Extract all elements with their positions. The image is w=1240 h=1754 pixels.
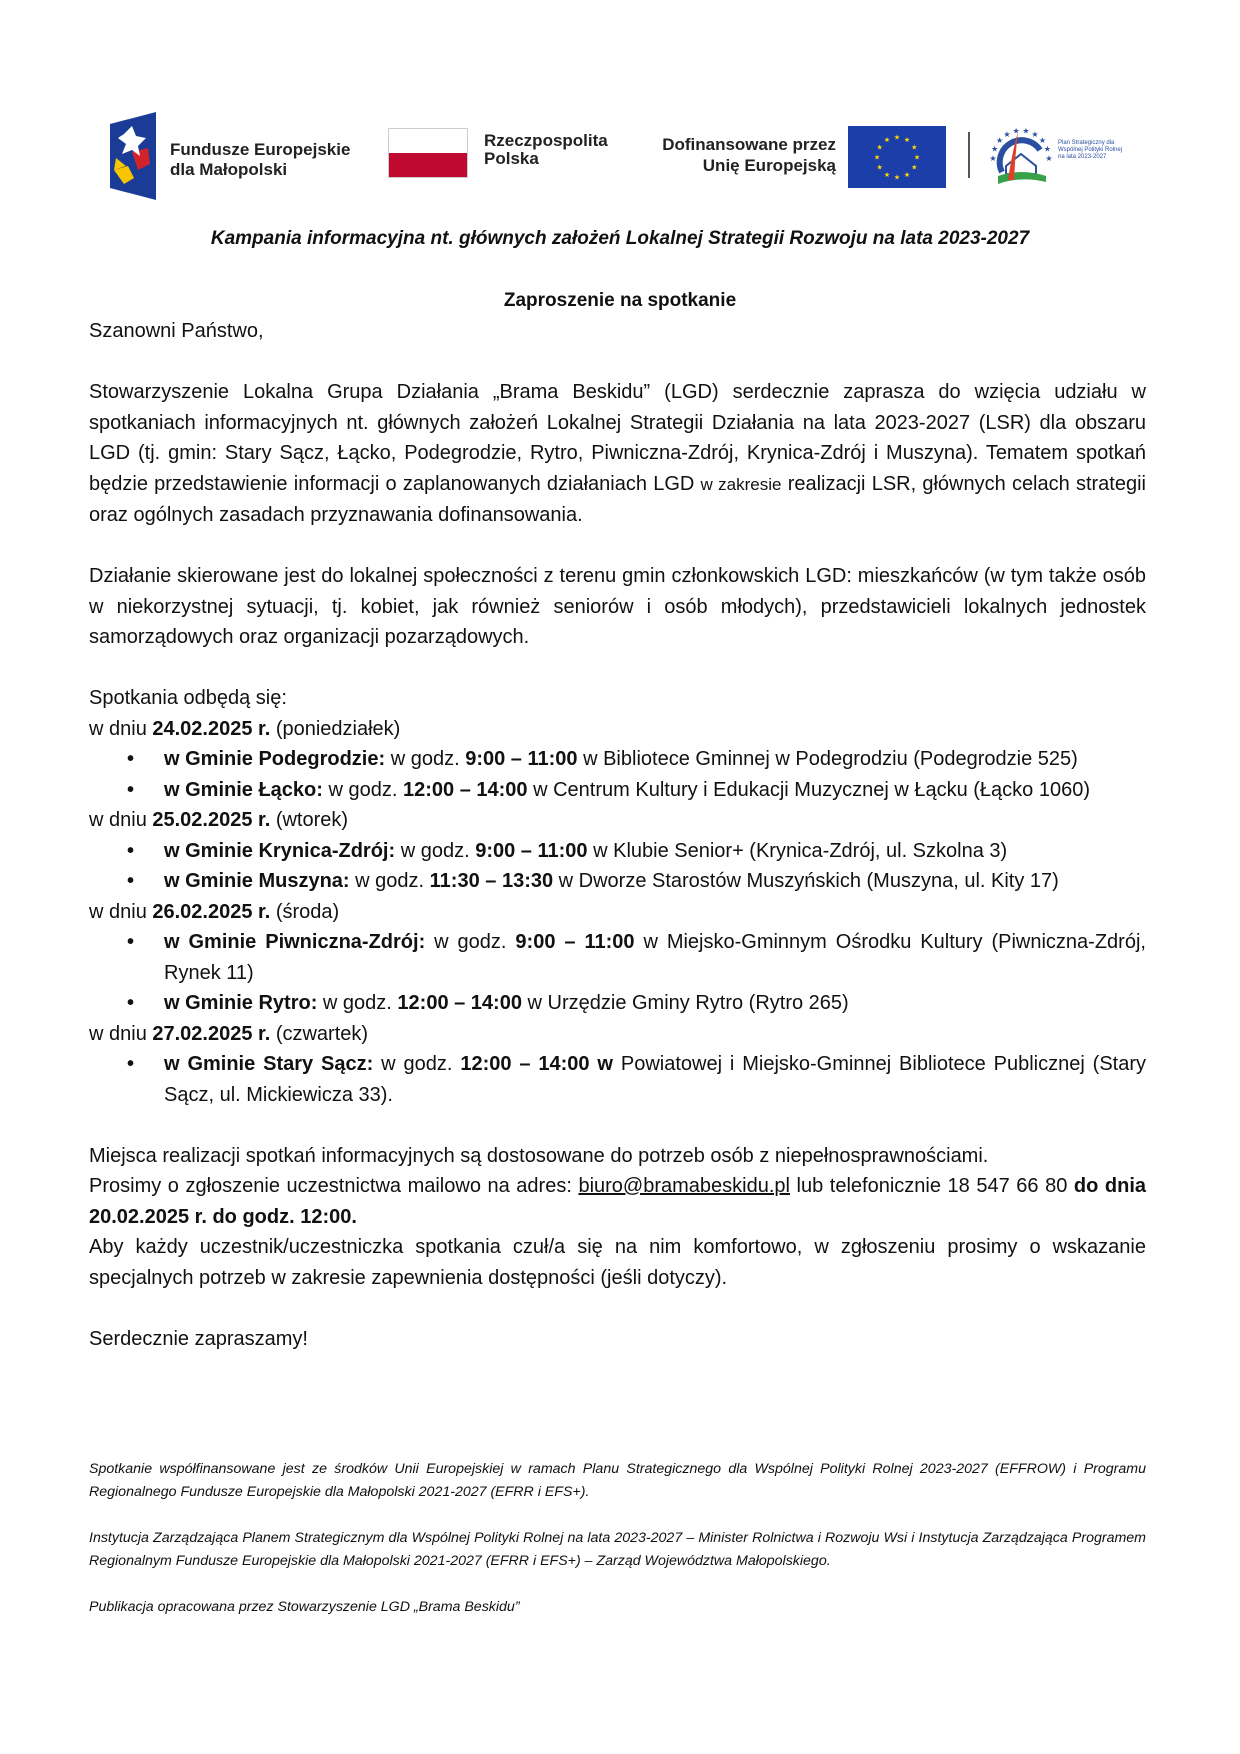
meeting-gmina: w Gminie Stary Sącz: xyxy=(164,1053,374,1075)
accessibility-note: Miejsca realizacji spotkań informacyjnych są dostosowane do potrzeb osób z niepełnosprawnościami. xyxy=(89,1144,989,1167)
meeting-hours: 11:30 – 13:30 xyxy=(429,870,554,892)
bullet-icon: • xyxy=(127,870,135,892)
registration-paragraph xyxy=(89,1171,1146,1232)
eu-star-icon: ★ xyxy=(903,171,911,179)
ps-star-icon: ★ xyxy=(1031,129,1039,139)
eu-star-icon: ★ xyxy=(883,137,891,145)
day-weekday: (wtorek) xyxy=(275,809,349,831)
eu-flag-icon xyxy=(848,126,946,188)
meeting-gmina: w Gminie Podegrodzie: xyxy=(164,748,386,770)
eu-star-icon: ★ xyxy=(903,137,911,145)
rp-logo-line1: Rzeczpospolita xyxy=(484,131,608,150)
rp-logo-text xyxy=(484,132,608,168)
schedule-intro: Spotkania odbędą się: xyxy=(89,687,287,709)
meeting-hours: 12:00 – 14:00 w xyxy=(460,1053,613,1075)
meeting-hours: 12:00 – 14:00 xyxy=(397,992,522,1014)
logo-plan-strategiczny xyxy=(988,122,1128,188)
intro-text-small: w zakresie xyxy=(700,474,782,494)
bullet-icon: • xyxy=(127,748,135,770)
registration-phone: lub telefonicznie 18 547 66 80 xyxy=(796,1175,1068,1197)
bullet-icon: • xyxy=(127,778,135,801)
schedule-day xyxy=(89,897,1146,928)
funding-note: Spotkanie współfinansowane jest ze środków Unii Europejskiej w ramach Planu Strategicznego dla Wspólnej Polityki Rolnej 2023-2027 (EFFROW) i Programu Regionalnego Fundusze Europejskie dla Małopolski 2021-2027 (EFRR i EFS+). xyxy=(89,1461,1146,1500)
institution-note: Instytucja Zarządzająca Planem Strategicznym dla Wspólnej Polityki Rolnej na lata 2023-2027 – Minister Rolnictwa i Rozwoju Wsi i Instytucja Zarządzająca Programem Regionalnym Fundusze Europejskie dla Małopolski 2021-2027 (EFRR i EFS+) – Zarząd Województwa Małopolskiego. xyxy=(89,1530,1146,1569)
day-date: 25.02.2025 r. xyxy=(152,809,271,831)
meeting-place: w Centrum Kultury i Edukacji Muzycznej w Łącku (Łącko 1060) xyxy=(533,778,1091,801)
special-needs-paragraph: Aby każdy uczestnik/uczestniczka spotkania czuł/a się na nim komfortowo, w zgłoszeniu prosimy o wskazanie specjalnych potrzeb w zakresie zapewnienia dostępności (jeśli dotyczy). xyxy=(89,1236,1146,1289)
meeting-hours-prefix: w godz. xyxy=(381,1053,453,1075)
fe-logo-text xyxy=(170,140,350,180)
meeting-item xyxy=(89,1049,1146,1110)
meeting-item xyxy=(89,744,1146,775)
fe-logo-line2: dla Małopolski xyxy=(170,160,288,179)
meeting-list xyxy=(89,1049,1146,1110)
schedule-day xyxy=(89,714,1146,745)
meeting-list xyxy=(89,744,1146,805)
fe-logo-line1: Fundusze Europejskie xyxy=(170,140,351,159)
schedule xyxy=(89,714,1146,1111)
day-prefix: w dniu xyxy=(89,1022,147,1045)
meeting-gmina: w Gminie Rytro: xyxy=(164,992,318,1014)
meeting-list xyxy=(89,927,1146,1019)
meeting-place: Powiatowej i Miejsko-Gminnej Bibliotece Publicznej (Stary Sącz, ul. Mickiewicza 33). xyxy=(164,1053,1147,1106)
meeting-hours-prefix: w godz. xyxy=(322,992,392,1014)
ps-star-icon: ★ xyxy=(1043,144,1051,154)
ps-star-icon: ★ xyxy=(1038,136,1046,145)
meeting-hours-prefix: w godz. xyxy=(434,931,507,953)
footnotes xyxy=(89,1458,1146,1643)
eu-star-icon: ★ xyxy=(883,171,891,179)
bullet-icon: • xyxy=(127,839,135,862)
email-link[interactable]: biuro@bramabeskidu.pl xyxy=(578,1175,790,1197)
meeting-hours: 9:00 – 11:00 xyxy=(515,931,635,953)
bullet-icon: • xyxy=(127,1053,135,1075)
logo-bar xyxy=(110,110,1130,200)
fe-star-logo-icon xyxy=(110,112,156,200)
meeting-place: w Klubie Senior+ (Krynica-Zdrój, ul. Szkolna 3) xyxy=(593,839,1008,862)
closing: Serdecznie zapraszamy! xyxy=(89,1327,308,1350)
day-weekday: (poniedziałek) xyxy=(275,717,401,740)
logo-divider xyxy=(968,132,970,178)
meeting-gmina: w Gminie Muszyna: xyxy=(164,870,350,892)
day-prefix: w dniu xyxy=(89,900,147,923)
bullet-icon: • xyxy=(127,931,135,953)
meeting-gmina: w Gminie Krynica-Zdrój: xyxy=(164,839,396,862)
registration-text: Prosimy o zgłoszenie uczestnictwa mailowo na adres: xyxy=(89,1175,572,1197)
meeting-item xyxy=(89,927,1146,988)
meeting-hours: 12:00 – 14:00 xyxy=(403,778,528,801)
meeting-hours-prefix: w godz. xyxy=(390,748,460,770)
meeting-list xyxy=(89,836,1146,897)
psp-wpr-logo-icon xyxy=(988,122,1054,188)
polish-flag-icon xyxy=(388,128,468,178)
meeting-place: w Bibliotece Gminnej w Podegrodziu (Podegrodzie 525) xyxy=(583,748,1078,770)
day-date: 24.02.2025 r. xyxy=(152,717,271,740)
meeting-place: w Dworze Starostów Muszyńskich (Muszyna, ul. Kity 17) xyxy=(558,870,1059,892)
meeting-place: w Urzędzie Gminy Rytro (Rytro 265) xyxy=(527,992,849,1014)
eu-logo-line2: Unię Europejską xyxy=(702,156,836,175)
letter-body xyxy=(89,316,1146,1354)
meeting-hours-prefix: w godz. xyxy=(400,839,470,862)
ps-star-icon: ★ xyxy=(1045,154,1053,163)
logo-fundusze-europejskie xyxy=(110,112,370,200)
day-weekday: (czwartek) xyxy=(275,1022,369,1045)
eu-star-icon: ★ xyxy=(911,144,918,152)
eu-logo-text xyxy=(662,134,836,176)
logo-rzeczpospolita xyxy=(388,128,628,188)
invitation-heading: Zaproszenie na spotkanie xyxy=(503,290,737,311)
ps-star-icon: ★ xyxy=(1003,129,1011,139)
meeting-item xyxy=(89,836,1146,867)
day-prefix: w dniu xyxy=(89,717,147,740)
eu-star-icon: ★ xyxy=(893,134,901,142)
day-date: 26.02.2025 r. xyxy=(152,900,271,923)
schedule-day xyxy=(89,1019,1146,1050)
eu-star-icon: ★ xyxy=(893,174,901,182)
intro-text-end: realizacji LSR, głównych celach strategii oraz ogólnych zasadach przyznawania dofinansowania. xyxy=(89,472,1146,526)
day-date: 27.02.2025 r. xyxy=(152,1022,271,1045)
logo-unia-europejska xyxy=(646,126,946,188)
meeting-hours-prefix: w godz. xyxy=(328,778,398,801)
meeting-hours: 9:00 – 11:00 xyxy=(465,748,578,770)
intro-paragraph xyxy=(89,377,1146,531)
meeting-place: w Miejsko-Gminnym Ośrodku Kultury (Piwniczna-Zdrój, Rynek 11) xyxy=(164,931,1146,984)
day-prefix: w dniu xyxy=(89,809,147,831)
ps-star-icon: ★ xyxy=(991,144,999,154)
eu-star-icon: ★ xyxy=(873,154,881,162)
schedule-day xyxy=(89,805,1146,836)
meeting-item xyxy=(89,775,1146,806)
audience-paragraph: Działanie skierowane jest do lokalnej społeczności z terenu gmin członkowskich LGD: mieszkańców (w tym także osób w niekorzystnej sytuacji, tj. kobiet, jak również seniorów i osób młodych), przedstawicieli lokalnych jednostek samorządowych oraz organizacji pozarządowych. xyxy=(89,565,1146,648)
eu-star-icon: ★ xyxy=(911,164,918,172)
day-weekday: (środa) xyxy=(275,900,340,923)
meeting-item xyxy=(89,866,1146,897)
ps-star-icon: ★ xyxy=(996,136,1004,145)
meeting-gmina: w Gminie Łącko: xyxy=(164,778,323,801)
eu-star-icon: ★ xyxy=(876,144,883,152)
eu-star-icon: ★ xyxy=(876,164,883,172)
salutation: Szanowni Państwo, xyxy=(89,320,264,342)
intro-text: Stowarzyszenie Lokalna Grupa Działania „Brama Beskidu” (LGD) serdecznie zaprasza do wzięcia udziału w spotkaniach informacyjnych nt. głównych założeń Lokalnej Strategii Działania na lata 2023-2027 (LSR) dla obszaru LGD (tj. gmin: Stary Sącz, Łącko, Podegrodzie, Rytro, Piwniczna-Zdrój, Krynica-Zdrój i Muszyna). Tematem spotkań będzie przedstawienie informacji o zaplanowanych działaniach LGD xyxy=(89,381,1146,495)
bullet-icon: • xyxy=(127,992,135,1014)
publication-note: Publikacja opracowana przez Stowarzyszenie LGD „Brama Beskidu” xyxy=(89,1599,520,1615)
eu-logo-line1: Dofinansowane przez xyxy=(662,135,836,154)
meeting-gmina: w Gminie Piwniczna-Zdrój: xyxy=(164,931,426,953)
meeting-item xyxy=(89,988,1146,1019)
rp-logo-line2: Polska xyxy=(484,149,539,168)
ps-star-icon: ★ xyxy=(1012,126,1020,136)
eu-star-icon: ★ xyxy=(913,154,921,162)
ps-star-icon: ★ xyxy=(989,154,997,163)
campaign-title: Kampania informacyjna nt. głównych założeń Lokalnej Strategii Rozwoju na lata 2023-2027 xyxy=(210,228,1030,249)
registration-deadline: do dnia 20.02.2025 r. do godz. 12:00. xyxy=(89,1175,1146,1228)
meeting-hours: 9:00 – 11:00 xyxy=(475,839,588,862)
ps-star-icon: ★ xyxy=(1022,126,1030,136)
ps-logo-text: Plan Strategiczny dla Wspólnej Polityki Rolnej na lata 2023-2027 xyxy=(1058,140,1123,160)
meeting-hours-prefix: w godz. xyxy=(355,870,425,892)
